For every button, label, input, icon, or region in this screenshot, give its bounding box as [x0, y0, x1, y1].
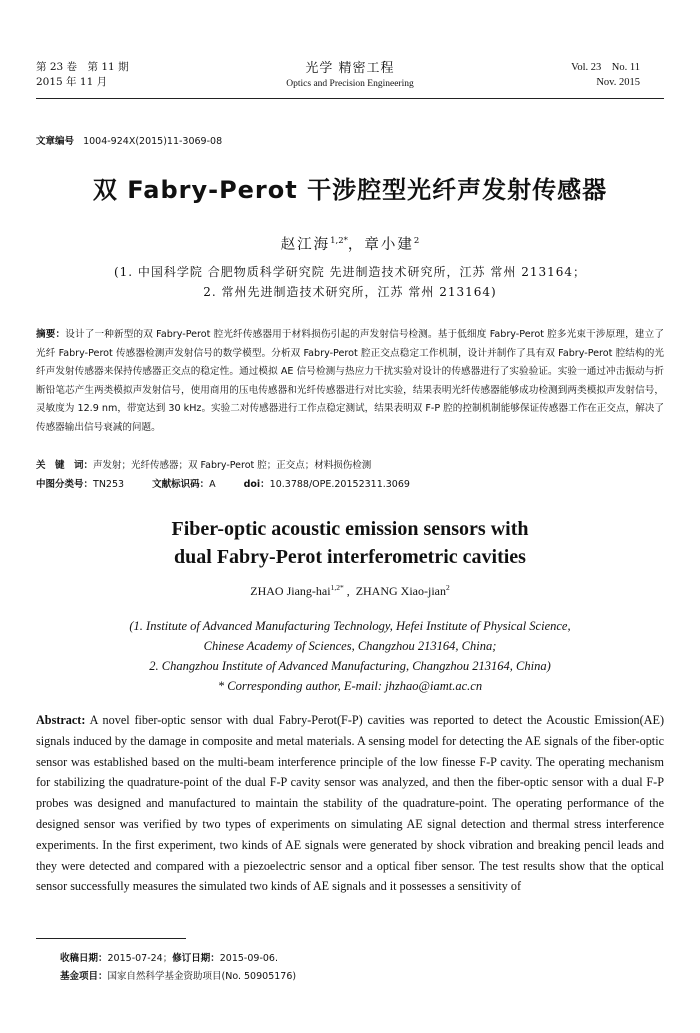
journal-name-cn: 光学 精密工程 — [305, 61, 395, 76]
author-2-en-sup: 2 — [446, 583, 450, 592]
author-1-en: ZHAO Jiang-hai — [250, 584, 331, 598]
abstract-en-label: Abstract: — [36, 713, 86, 727]
author-1-cn-sup: 1,2* — [330, 236, 348, 247]
author-sep-cn: ， — [347, 237, 365, 253]
volume-issue-en: Vol. 23 No. 11 — [571, 62, 640, 73]
fund-label: 基金项目： — [60, 971, 108, 982]
keywords-cn-text: 声发射；光纤传感器；双 Fabry-Perot 腔；正交点；材料损伤检测 — [93, 460, 372, 471]
author-2-cn: 章小建 — [364, 237, 414, 253]
received-label: 收稿日期： — [60, 953, 108, 964]
clc-value: TN253 — [93, 479, 125, 490]
classification-line — [36, 476, 410, 490]
received-value: 2015-07-24； — [107, 953, 173, 964]
authors-cn — [0, 233, 700, 254]
revised-label: 修订日期： — [172, 953, 220, 964]
abstract-cn-label: 摘要： — [36, 329, 66, 340]
keywords-cn — [36, 457, 371, 471]
author-sep-en: , — [343, 584, 356, 598]
title-en-line-1: Fiber-optic acoustic emission sensors with — [171, 518, 529, 540]
header-right — [571, 60, 640, 90]
keywords-cn-label: 关 键 词： — [36, 460, 94, 471]
affiliation-cn-2: 2. 常州先进制造技术研究所，江苏 常州 213164) — [203, 285, 497, 299]
article-number-value: 1004-924X(2015)11-3069-08 — [83, 136, 223, 147]
fund-value: 国家自然科学基金资助项目(No. 50905176) — [107, 971, 297, 982]
footnote-fund — [60, 968, 296, 982]
affiliation-cn-1: (1. 中国科学院 合肥物质科学研究院 先进制造技术研究所，江苏 常州 213164； — [113, 265, 586, 279]
volume-issue-cn: 第 23 卷 第 11 期 — [36, 61, 129, 73]
abstract-en — [36, 710, 664, 897]
abstract-cn-text: 设计了一种新型的双 Fabry-Perot 腔光纤传感器用于材料损伤引起的声发射信号检测。基于低细度 Fabry-Perot 腔多光束干涉原理，建立了光纤 Fabry-Perot 传感器检测声发射信号的数学模型。分析双 Fabry-Perot 腔正交点稳定工作机制，设计并制作了具有双 Fabry-Perot 腔结构的光纤声发射传感器来保持传感器正交点的稳定性。通过模拟 AE 信号检测与热应力干扰实验对设计的传感器进行了实验验证。实验一通过冲击振动与折断铅笔芯产生两类模拟声发射信号，使用商用的压电传感器和光纤传感器进行对比实验，结果表明光纤传感器能够成功检测到两类模拟声发射信号，灵敏度为 12.9 nm，带宽达到 30 kHz。实验二对传感器进行工作点稳定测试，结果表明双 F-P 腔的控制机制能够保证传感器工作在正交点，解决了传感器输出信号衰减的问题。 — [36, 329, 664, 433]
doc-code-value: A — [209, 479, 216, 490]
abstract-cn — [36, 326, 664, 437]
date-en: Nov. 2015 — [596, 77, 640, 88]
article-number-label: 文章编号 — [36, 136, 75, 147]
title-cn: 双 Fabry-Perot 干涉腔型光纤声发射传感器 — [92, 176, 608, 204]
title-en — [0, 515, 700, 571]
title-en-line-2: dual Fabry-Perot interferometric cavities — [174, 546, 526, 568]
header-rule — [36, 98, 664, 99]
corresponding-author: * Corresponding author, E-mail: jhzhao@iamt.ac.cn — [217, 679, 483, 693]
authors-en — [0, 583, 700, 599]
author-2-en: ZHANG Xiao-jian — [355, 584, 446, 598]
author-1-cn: 赵江海 — [280, 237, 331, 253]
article-number — [36, 133, 222, 147]
author-1-en-sup: 1,2* — [330, 583, 344, 592]
revised-value: 2015-09-06. — [219, 953, 278, 964]
doi-value: 10.3788/OPE.20152311.3069 — [269, 479, 410, 490]
affiliation-en-1: (1. Institute of Advanced Manufacturing Technology, Hefei Institute of Physical Science, — [129, 619, 571, 633]
affiliation-en-3: 2. Changzhou Institute of Advanced Manufacturing, Changzhou 213164, China) — [149, 659, 551, 673]
date-cn: 2015 年 11 月 — [36, 76, 108, 88]
affiliation-en-2: Chinese Academy of Sciences, Changzhou 213164, China; — [203, 639, 497, 653]
journal-name-en: Optics and Precision Engineering — [286, 79, 414, 89]
footnote-rule — [36, 938, 186, 939]
doc-code-label: 文献标识码： — [152, 479, 210, 490]
doi-label: doi： — [243, 479, 270, 490]
abstract-en-text: A novel fiber-optic sensor with dual Fabry-Perot(F-P) cavities was reported to detect the Acoustic Emission(AE) signals induced by the damage in composite and metal materials. A sensing model for detecting the AE signals of the fiber-optic sensor was established based on the multi-beam interference principle of the low finesse F-P cavity. The operating mechanism for stabilizing the quadrature-point of the dual F-P cavity sensor was analyzed, and then the fiber-optic sensor with a dual F-P probes was designed and manufactured to maintain the stability of the quadrature-point. The operating performance of the designed sensor was verified by two types of experiments on simulating AE signal detection and thermal stress interference experiments. In the first experiment, two kinds of AE signals were generated by shock vibration and breaking pencil leads and they were detected and compared with a piezoelectric sensor and a optical fiber sensor. The test results show that the optical sensor successfully measures the simulated two kinds of AE signals and it possesses a sensitivity of — [36, 713, 665, 894]
author-2-cn-sup: 2 — [413, 236, 420, 247]
clc-label: 中图分类号： — [36, 479, 94, 490]
footnote-dates — [60, 950, 278, 964]
